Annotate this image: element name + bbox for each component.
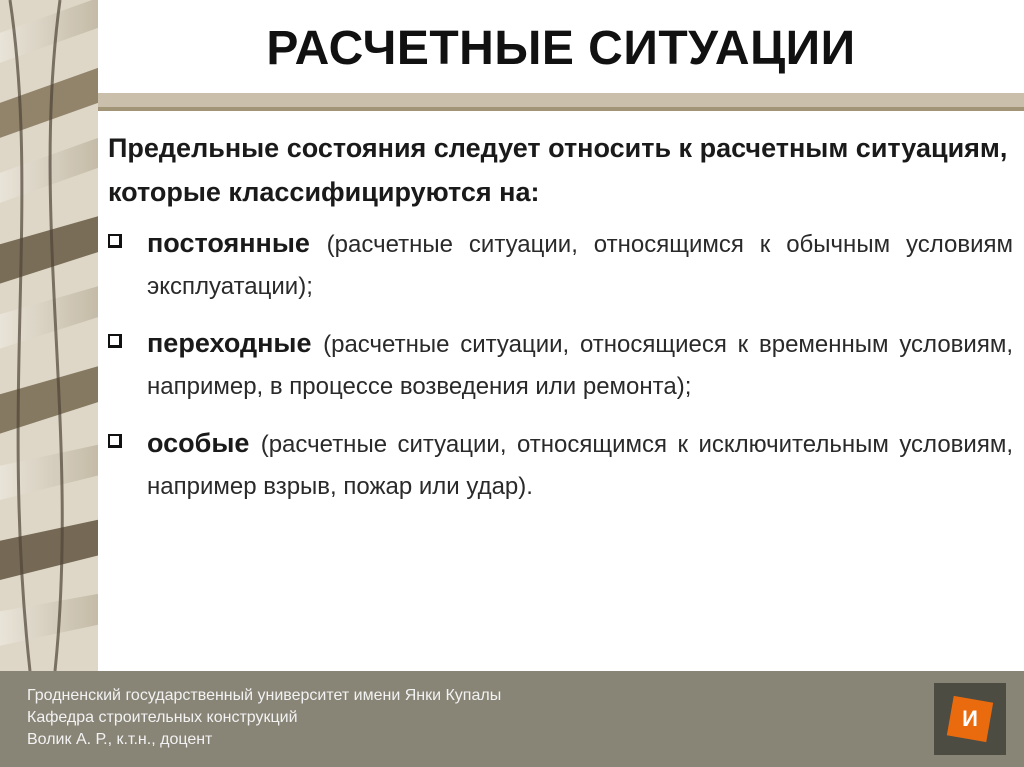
department-logo [934,683,1006,755]
item-description: (расчетные ситуации, относящиеся к временным условиям, например, в процессе возведения или ремонта); [147,331,1013,400]
slide-content [108,126,1013,522]
footer-credits [27,685,501,751]
intro-paragraph: Предельные состояния следует относить к расчетным ситуациям, которые классифицируются на: [108,133,1008,207]
woven-pattern-graphic [0,0,98,671]
footer-university: Гродненский государственный университет имени Янки Купалы [27,687,502,704]
title-divider-stripe [98,107,1024,111]
footer-department: Кафедра строительных конструкций [27,709,298,726]
slide-title: РАСЧЕТНЫЕ СИТУАЦИИ [266,22,856,75]
list-item [108,222,1013,308]
footer-bar [0,671,1024,767]
checkbox-bullet-icon [108,234,122,248]
item-term: особые [147,428,261,458]
item-description: (расчетные ситуации, относящимся к исключительным условиям, например взрыв, пожар или удар). [147,431,1013,500]
checkbox-bullet-icon [108,334,122,348]
checkbox-bullet-icon [108,434,122,448]
title-divider-bar [98,93,1024,107]
list-item [108,322,1013,408]
list-item [108,422,1013,508]
item-term: постоянные [147,228,327,258]
footer-author: Волик А. Р., к.т.н., доцент [27,731,213,748]
logo-letter: И [962,706,978,731]
decorative-side-image [0,0,98,671]
item-description: (расчетные ситуации, относящимся к обычным условиям эксплуатации); [147,231,1013,300]
item-term: переходные [147,328,324,358]
